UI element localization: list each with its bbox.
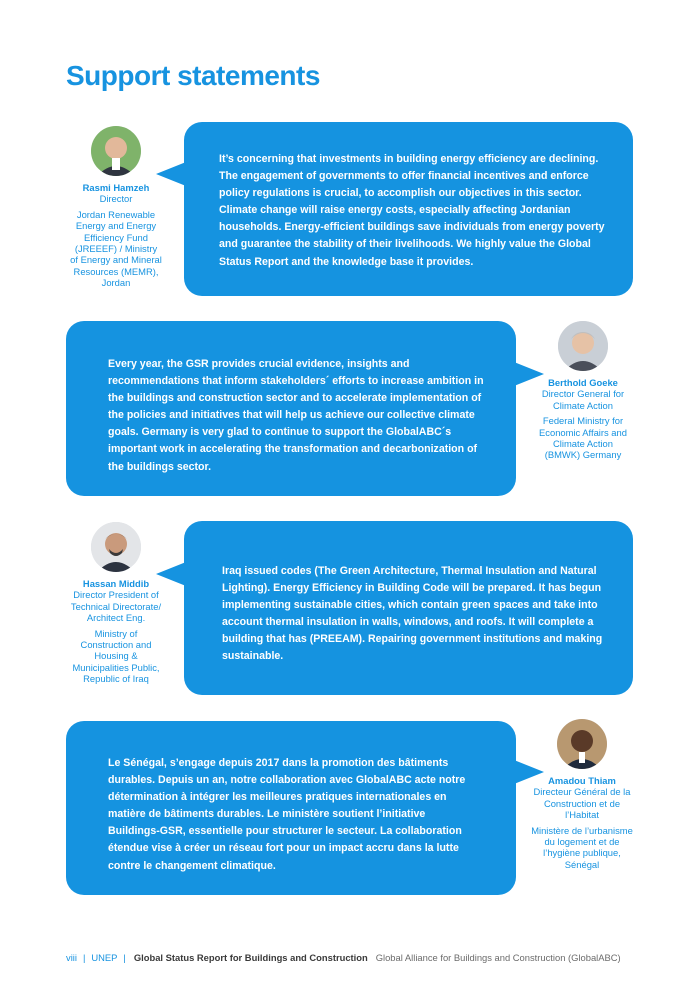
statement-text: It’s concerning that investments in building energy efficiency are declining. The engagement of governments to offer financial incentives and enforce policy regulations is crucial, to accomplish our objectives in this sector. Climate change will raise energy costs, especially affecting Jordanian households. Energy-efficient buildings save individuals from energy poverty and guarantee the stability of their livelihoods. We highly value the Global Status Report and the knowledge base it provides. xyxy=(219,153,605,268)
bubble-tail xyxy=(156,562,186,586)
person-rasmi-hamzeh xyxy=(70,126,162,289)
person-name: Amadou Thiam xyxy=(548,775,616,786)
person-name: Berthold Goeke xyxy=(548,377,618,388)
person-role: Director President of Technical Directorate/ Architect Eng. xyxy=(70,589,162,624)
person-name: Hassan Middib xyxy=(82,578,150,589)
statement-text: Every year, the GSR provides crucial evidence, insights and recommendations that inform stakeholders´ efforts to increase ambition in the buildings and construction sector and to accelerate implementation of the policies and initiatives that will help us achieve our collective climate goals. Germany is very glad to continue to support the GlobalABC´s important work in accelerating the transformation and decarbonization of the buildings sector. xyxy=(108,358,484,473)
statement-bubble xyxy=(66,321,516,496)
footer-alliance: Global Alliance for Buildings and Construction (GlobalABC) xyxy=(375,952,621,963)
avatar xyxy=(91,522,141,572)
person-organization: Ministère de l’urbanisme du logement et de l’hygiène publique, Sénégal xyxy=(531,824,633,870)
footer-report-title: Global Status Report for Buildings and Construction xyxy=(133,952,368,963)
statement-bubble xyxy=(66,721,516,895)
avatar xyxy=(557,719,607,769)
page-footer xyxy=(66,952,621,963)
person-berthold-goeke xyxy=(536,321,630,461)
person-organization: Ministry of Construction and Housing & Municipalities Public, Republic of Iraq xyxy=(72,627,160,685)
person-role: Director xyxy=(99,193,133,205)
footer-separator: | xyxy=(123,952,126,963)
person-role: Directeur Général de la Construction et de l’Habitat xyxy=(533,786,631,821)
avatar xyxy=(91,126,141,176)
statement-bubble xyxy=(184,122,633,296)
page-number: viii xyxy=(66,952,77,963)
person-organization: Federal Ministry for Economic Affairs and Climate Action (BMWK) Germany xyxy=(539,415,627,461)
avatar xyxy=(558,321,608,371)
statement-text: Le Sénégal, s’engage depuis 2017 dans la promotion des bâtiments durables. Depuis un an, notre collaboration avec GlobalABC acte notre détermination à intégrer les meilleures pratiques internationales en matière de bâtiments durables. Le ministère soutient l’initiative Buildings-GSR, essentielle pour structurer le secteur. La collaboration étendue vise à créer un réseau fort pour un impact accru dans la lutte contre le changement climatique. xyxy=(108,757,466,872)
person-role: Director General for Climate Action xyxy=(541,388,625,411)
statement-bubble xyxy=(184,521,633,695)
person-hassan-middib xyxy=(68,522,164,685)
person-name: Rasmi Hamzeh xyxy=(82,182,150,193)
statement-text: Iraq issued codes (The Green Architecture, Thermal Insulation and Natural Lighting). Energy Efficiency in Building Code will be prepared. It has begun implementing sustainable cities, which contain green spaces and take into account thermal insulation in walls, windows, and roofs. It will complete a building that has (PREEAM). Repairing government institutions and making sustainable. xyxy=(222,565,603,663)
footer-separator: | xyxy=(82,952,86,963)
person-organization: Jordan Renewable Energy and Energy Efficiency Fund (JREEEF) / Ministry of Energy and Mineral Resources (MEMR), Jordan xyxy=(70,208,162,289)
page-title: Support statements xyxy=(66,60,320,91)
person-amadou-thiam xyxy=(530,719,634,870)
bubble-tail xyxy=(156,162,186,186)
footer-org: UNEP xyxy=(91,952,118,963)
